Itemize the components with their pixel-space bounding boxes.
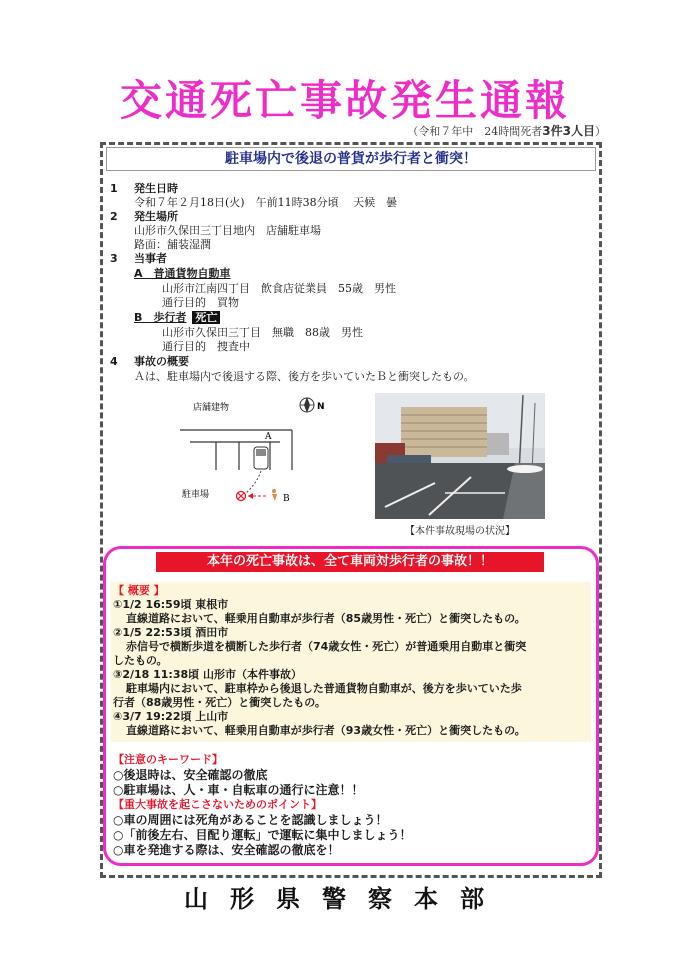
collision-icon — [237, 492, 246, 501]
point-1: ○車の周囲には死角があることを認識しましょう！ — [113, 813, 388, 827]
keyword-1: ○後退時は、安全確認の徹底 — [113, 768, 268, 782]
point-3: ○車を発進する際は、安全確認の徹底を！ — [113, 843, 340, 857]
case-4-title: ④3/7 19:22頃 上山市 — [113, 710, 229, 723]
case-3-text: 駐車場内において、駐車枠から後退した普通貨物自動車が、後方を歩いていた歩 — [126, 682, 522, 695]
subtitle-suffix: ） — [595, 125, 606, 138]
case-2-text-cont: したもの。 — [113, 654, 168, 667]
party-a-purpose: 通行目的 買物 — [162, 296, 239, 309]
pedestrian-icon — [272, 489, 277, 501]
point-heading: 【重大事故を起こさないためのポイント】 — [113, 798, 322, 811]
section-number: 1 — [110, 182, 118, 195]
section-heading: 発生日時 — [134, 182, 178, 195]
overview-text: Ａは、駐車場内で後退する際、後方を歩いていたＢと衝突したもの。 — [134, 370, 475, 383]
section-heading: 発生場所 — [134, 210, 178, 223]
party-a-info: 山形市江南四丁目 飲食店従業員 55歳 男性 — [162, 282, 396, 295]
party-b-info: 山形市久保田三丁目 無職 88歳 男性 — [162, 326, 363, 339]
party-b-purpose: 通行目的 捜査中 — [162, 340, 250, 353]
case-2-text: 赤信号で横断歩道を横断した歩行者（74歳女性・死亡）が普通乗用自動車と衝突 — [126, 640, 527, 653]
section-heading: 事故の概要 — [134, 355, 189, 368]
section-heading: 当事者 — [134, 252, 167, 265]
truck-icon — [254, 447, 268, 469]
diagram-label-a: A — [265, 432, 272, 442]
headline: 駐車場内で後退の普貨が歩行者と衝突！ — [106, 147, 596, 171]
diagram-label-b: B — [283, 494, 290, 504]
section-number: 3 — [110, 252, 118, 265]
summary-banner: 本年の死亡事故は、全て車両対歩行者の事故！！ — [156, 552, 544, 572]
party-b-heading — [134, 311, 220, 325]
overview-heading: 【 概要 】 — [113, 584, 165, 597]
section-number: 4 — [110, 355, 118, 368]
photo-caption: 【本件事故現場の状況】 — [405, 526, 515, 537]
case-4-text: 直線道路において、軽乗用自動車が歩行者（93歳女性・死亡）と衝突したもの。 — [126, 724, 526, 737]
road-surface-text: 路面：舗装湿潤 — [134, 238, 211, 251]
fatality-count: 3件3人目 — [542, 124, 595, 138]
case-1-title: ①1/2 16:59頃 東根市 — [113, 598, 229, 611]
party-b-label: B 歩行者 — [134, 311, 187, 324]
accident-diagram — [180, 395, 340, 515]
diagram-building-label: 店舗建物 — [193, 403, 230, 413]
case-3-title: ③2/18 11:38頃 山形市（本件事故） — [113, 668, 302, 681]
case-3-text-cont: 行者（88歳男性・死亡）と衝突したもの。 — [113, 696, 326, 709]
north-icon — [300, 397, 325, 413]
case-2-title: ②1/5 22:53頃 酒田市 — [113, 626, 229, 639]
keyword-heading: 【注意のキーワード】 — [113, 753, 223, 766]
north-label: N — [317, 402, 325, 412]
death-badge: 死亡 — [192, 311, 220, 324]
keyword-2: ○駐車場は、人・車・自転車の通行に注意！！ — [113, 783, 364, 797]
section-number: 2 — [110, 210, 118, 223]
point-2: ○「前後左右、目配り運転」で運転に集中しましょう！ — [113, 828, 412, 842]
party-a-heading: A 普通貨物自動車 — [134, 267, 231, 280]
location-text: 山形市久保田三丁目地内 店舗駐車場 — [134, 224, 321, 237]
case-1-text: 直線道路において、軽乗用自動車が歩行者（85歳男性・死亡）と衝突したもの。 — [126, 612, 526, 625]
footer-issuer: 山形県警察本部 — [184, 885, 506, 913]
subtitle-prefix: （令和７年中 24時間死者 — [407, 125, 543, 138]
diagram-lot-label: 駐車場 — [182, 490, 210, 500]
scene-photo — [375, 393, 545, 519]
main-title: 交通死亡事故発生通報 — [119, 76, 570, 125]
subtitle-note — [407, 122, 606, 139]
datetime-text: 令和７年２月18日(火) 午前11時38分頃 天候 曇 — [134, 196, 398, 209]
